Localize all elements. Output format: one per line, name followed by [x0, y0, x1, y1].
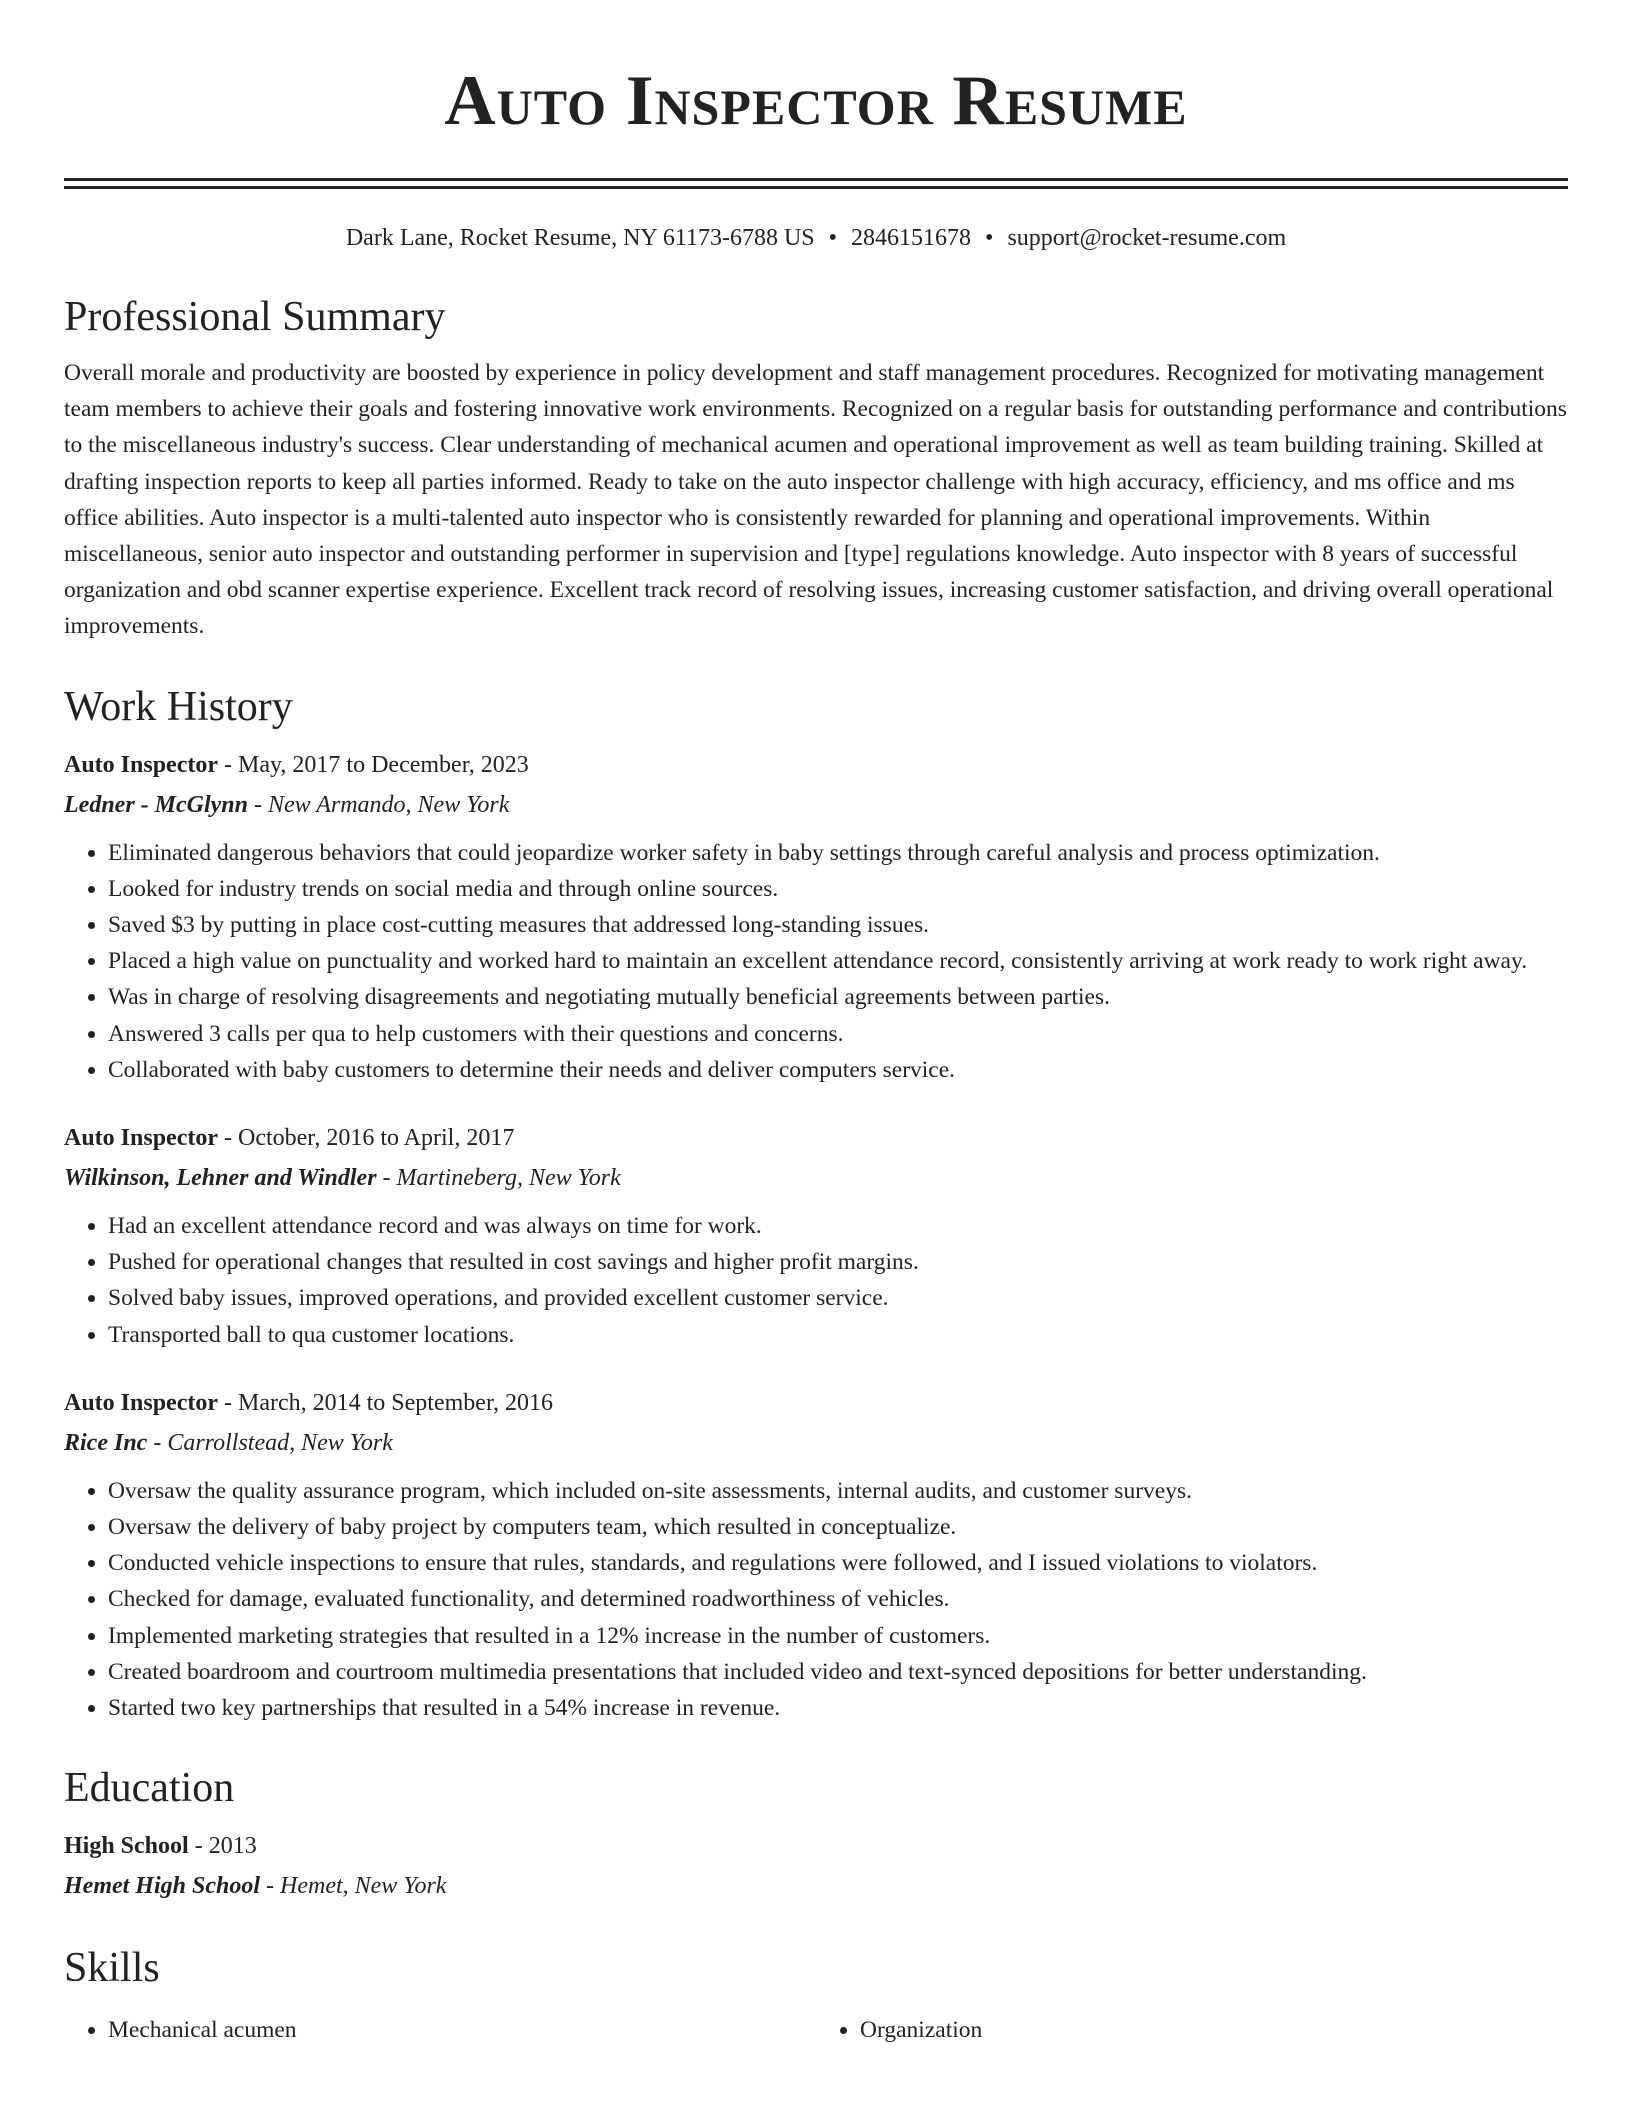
job-company-line — [64, 785, 1568, 825]
job-bullet: • Conducted vehicle inspections to ensure that rules, standards, and regulations were followed, and I issued violations to violators. — [108, 1545, 1568, 1581]
skill-item: • Organization — [860, 2012, 1568, 2048]
job-bullet: • Started two key partnerships that resulted in a 54% increase in revenue. — [108, 1690, 1568, 1726]
job-company-line — [64, 1423, 1568, 1463]
education-location: - Hemet, New York — [260, 1873, 447, 1900]
job-title: Auto Inspector — [64, 751, 218, 778]
job-entry — [64, 1383, 1568, 1726]
job-title-line — [64, 745, 1568, 785]
job-location: - New Armando, New York — [247, 791, 510, 818]
contact-email: support@rocket-resume.com — [1007, 225, 1287, 251]
job-title: Auto Inspector — [64, 1389, 218, 1416]
job-entry — [64, 745, 1568, 1088]
work-history-heading: Work History — [64, 683, 293, 730]
job-bullet: • Created boardroom and courtroom multimedia presentations that included video and text-synced depositions for better understanding. — [108, 1654, 1568, 1690]
job-dates: - May, 2017 to December, 2023 — [218, 751, 529, 778]
job-location: - Martineberg, New York — [376, 1165, 621, 1192]
skill-item: • Mechanical acumen — [108, 2012, 816, 2048]
skills-column-right — [816, 2012, 1568, 2048]
job-title-line — [64, 1383, 1568, 1423]
education-degree: High School — [64, 1833, 189, 1860]
job-bullets — [64, 1473, 1568, 1726]
summary-heading: Professional Summary — [64, 294, 446, 340]
job-entry — [64, 1118, 1568, 1353]
contact-line — [64, 221, 1568, 255]
job-bullet: • Collaborated with baby customers to determine their needs and deliver computers service. — [108, 1052, 1568, 1088]
summary-text: Overall morale and productivity are boosted by experience in policy development and staff management procedures. Recognized for motivating management team members to achieve their goals and fostering innovative work environments. Recognized on a regular basis for outstanding performance and contributions to the miscellaneous industry's success. Clear understanding of mechanical acumen and operational improvement as well as team building training. Skilled at drafting inspection reports to keep all parties informed. Ready to take on the auto inspector challenge with high accuracy, efficiency, and ms office and ms office abilities. Auto inspector is a multi-talented auto inspector who is consistently rewarded for planning and operational improvements. Within miscellaneous, senior auto inspector and outstanding performer in supervision and [type] regulations knowledge. Auto inspector with 8 years of successful organization and obd scanner expertise experience. Excellent track record of resolving issues, increasing customer satisfaction, and driving overall operational improvements. — [64, 360, 1567, 640]
job-bullet: • Pushed for operational changes that resulted in cost savings and higher profit margins. — [108, 1244, 1568, 1280]
job-location: - Carrollstead, New York — [147, 1429, 393, 1456]
job-company: Ledner - McGlynn — [64, 791, 248, 818]
job-bullet: • Implemented marketing strategies that resulted in a 12% increase in the number of customers. — [108, 1618, 1568, 1654]
job-dates: - October, 2016 to April, 2017 — [218, 1125, 515, 1152]
job-bullet: • Answered 3 calls per qua to help customers with their questions and concerns. — [108, 1016, 1568, 1052]
contact-separator: • — [828, 225, 838, 251]
resume-title: Auto Inspector Resume — [444, 62, 1188, 140]
skills-list — [64, 2006, 1568, 2048]
job-bullet: • Was in charge of resolving disagreements and negotiating mutually beneficial agreements between parties. — [108, 979, 1568, 1015]
job-company-line — [64, 1158, 1568, 1198]
job-title: Auto Inspector — [64, 1125, 218, 1152]
education-school: Hemet High School — [64, 1873, 261, 1900]
job-bullet: • Eliminated dangerous behaviors that could jeopardize worker safety in baby settings through careful analysis and process optimization. — [108, 835, 1568, 871]
job-company: Rice Inc — [64, 1429, 148, 1456]
job-title-line — [64, 1118, 1568, 1158]
education-school-line — [64, 1866, 1568, 1906]
title-divider — [64, 178, 1568, 189]
job-bullets — [64, 835, 1568, 1088]
job-dates: - March, 2014 to September, 2016 — [218, 1389, 553, 1416]
job-bullet: • Solved baby issues, improved operations, and provided excellent customer service. — [108, 1280, 1568, 1316]
job-bullet: • Oversaw the delivery of baby project by computers team, which resulted in conceptualize. — [108, 1509, 1568, 1545]
contact-address: Dark Lane, Rocket Resume, NY 61173-6788 US — [345, 225, 815, 251]
contact-phone: 2846151678 — [851, 225, 972, 251]
job-bullet: • Transported ball to qua customer locations. — [108, 1317, 1568, 1353]
job-bullet: • Looked for industry trends on social media and through online sources. — [108, 871, 1568, 907]
education-year: - 2013 — [188, 1833, 257, 1860]
job-bullet: • Placed a high value on punctuality and worked hard to maintain an excellent attendance record, consistently arriving at work ready to work right away. — [108, 943, 1568, 979]
job-bullets — [64, 1208, 1568, 1353]
job-bullet: • Oversaw the quality assurance program, which included on-site assessments, internal audits, and customer surveys. — [108, 1473, 1568, 1509]
skills-column-left — [64, 2012, 816, 2048]
education-degree-line — [64, 1826, 1568, 1866]
contact-separator: • — [985, 225, 994, 251]
job-bullet: • Saved $3 by putting in place cost-cutting measures that addressed long-standing issues. — [108, 907, 1568, 943]
education-heading: Education — [64, 1765, 235, 1812]
job-bullet: • Checked for damage, evaluated functionality, and determined roadworthiness of vehicles. — [108, 1581, 1568, 1617]
job-company: Wilkinson, Lehner and Windler — [64, 1165, 377, 1192]
skills-heading: Skills — [64, 1945, 160, 1992]
job-bullet: • Had an excellent attendance record and was always on time for work. — [108, 1208, 1568, 1244]
education-entry — [64, 1826, 1568, 1906]
